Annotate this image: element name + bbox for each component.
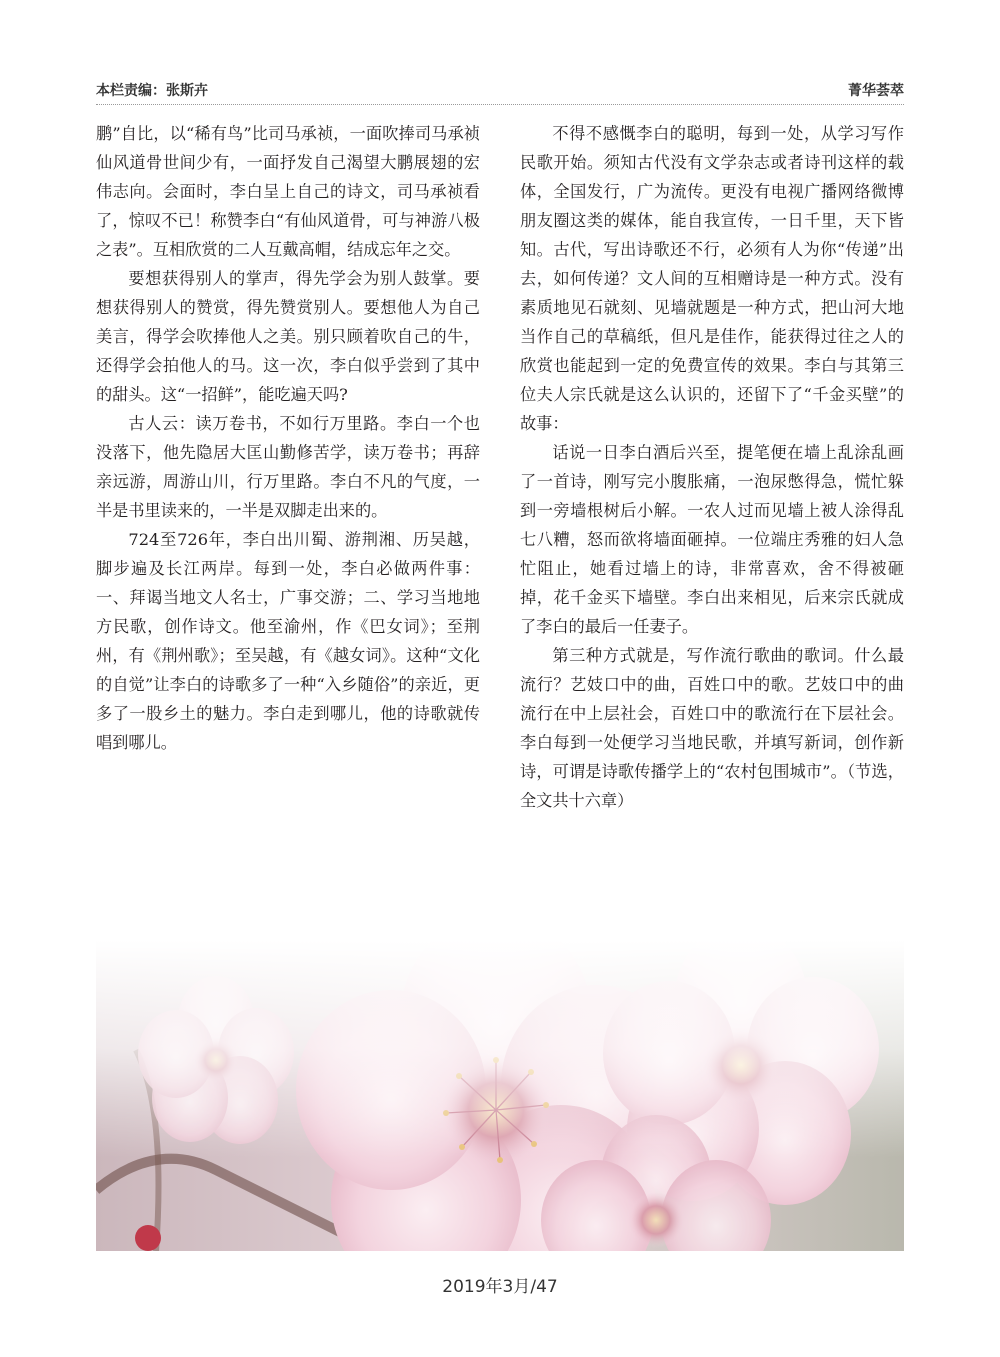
section-title: 菁华荟萃 xyxy=(848,83,904,99)
paragraph: 第三种方式就是，写作流行歌曲的歌词。什么最流行？艺妓口中的曲，百姓口中的歌。艺妓口中的曲流行在中上层社会，百姓口中的歌流行在下层社会。李白每到一处便学习当地民歌，并填写新词，创作新诗，可谓是诗歌传播学上的“农村包围城市”。（节选，全文共十六章） xyxy=(520,646,904,810)
left-column xyxy=(96,119,480,757)
header-divider xyxy=(96,104,904,105)
paragraph: 不得不感慨李白的聪明，每到一处，从学习写作民歌开始。须知古代没有文学杂志或者诗刊这样的载体，全国发行，广为流传。更没有电视广播网络微博朋友圈这类的媒体，能自我宣传，一日千里，天下皆知。古代，写出诗歌还不行，必须有人为你“传递”出去，如何传递？文人间的互相赠诗是一种方式。没有素质地见石就刻、见墙就题是一种方式，把山河大地当作自己的草稿纸，但凡是佳作，能获得过往之人的欣赏也能起到一定的免费宣传的效果。李白与其第三位夫人宗氏就是这么认识的，还留下了“千金买壁”的故事： xyxy=(520,124,904,433)
blossom-illustration xyxy=(96,940,904,1251)
paragraph: 724至726年，李白出川蜀、游荆湘、历吴越，脚步遍及长江两岸。每到一处，李白必做两件事：一、拜谒当地文人名士，广事交游；二、学习当地地方民歌，创作诗文。他至渝州，作《巴女词》；至荆州，有《荆州歌》；至吴越，有《越女词》。这种“文化的自觉”让李白的诗歌多了一种“入乡随俗”的亲近，更多了一股乡土的魅力。李白走到哪儿，他的诗歌就传唱到哪儿。 xyxy=(96,530,480,752)
column-editor: 本栏责编：张斯卉 xyxy=(96,83,208,99)
plum-blossom-image xyxy=(96,940,904,1251)
paragraph: 话说一日李白酒后兴至，提笔便在墙上乱涂乱画了一首诗，刚写完小腹胀痛，一泡尿憋得急，慌忙躲到一旁墙根树后小解。一农人过而见墙上被人涂得乱七八糟，怒而欲将墙面砸掉。一位端庄秀雅的妇人急忙阻止，她看过墙上的诗，非常喜欢，舍不得被砸掉，花千金买下墙壁。李白出来相见，后来宗氏就成了李白的最后一任妻子。 xyxy=(520,443,904,636)
right-column xyxy=(520,119,904,815)
page-header xyxy=(96,76,904,100)
page-footer: 2019年3月/47 xyxy=(442,1277,558,1297)
paragraph: 要想获得别人的掌声，得先学会为别人鼓掌。要想获得别人的赞赏，得先赞赏别人。要想他人为自己美言，得学会吹捧他人之美。别只顾着吹自己的牛，还得学会拍他人的马。这一次，李白似乎尝到了其中的甜头。这“一招鲜”，能吃遍天吗? xyxy=(96,269,480,404)
paragraph: 鹏”自比，以“稀有鸟”比司马承祯，一面吹捧司马承祯仙风道骨世间少有，一面抒发自己渴望大鹏展翅的宏伟志向。会面时，李白呈上自己的诗文，司马承祯看了，惊叹不已！称赞李白“有仙风道骨，可与神游八极之表”。互相欣赏的二人互戴高帽，结成忘年之交。 xyxy=(96,124,480,259)
paragraph: 古人云：读万卷书，不如行万里路。李白一个也没落下，他先隐居大匡山勤修苦学，读万卷书；再辞亲远游，周游山川，行万里路。李白不凡的气度，一半是书里读来的，一半是双脚走出来的。 xyxy=(96,414,480,520)
